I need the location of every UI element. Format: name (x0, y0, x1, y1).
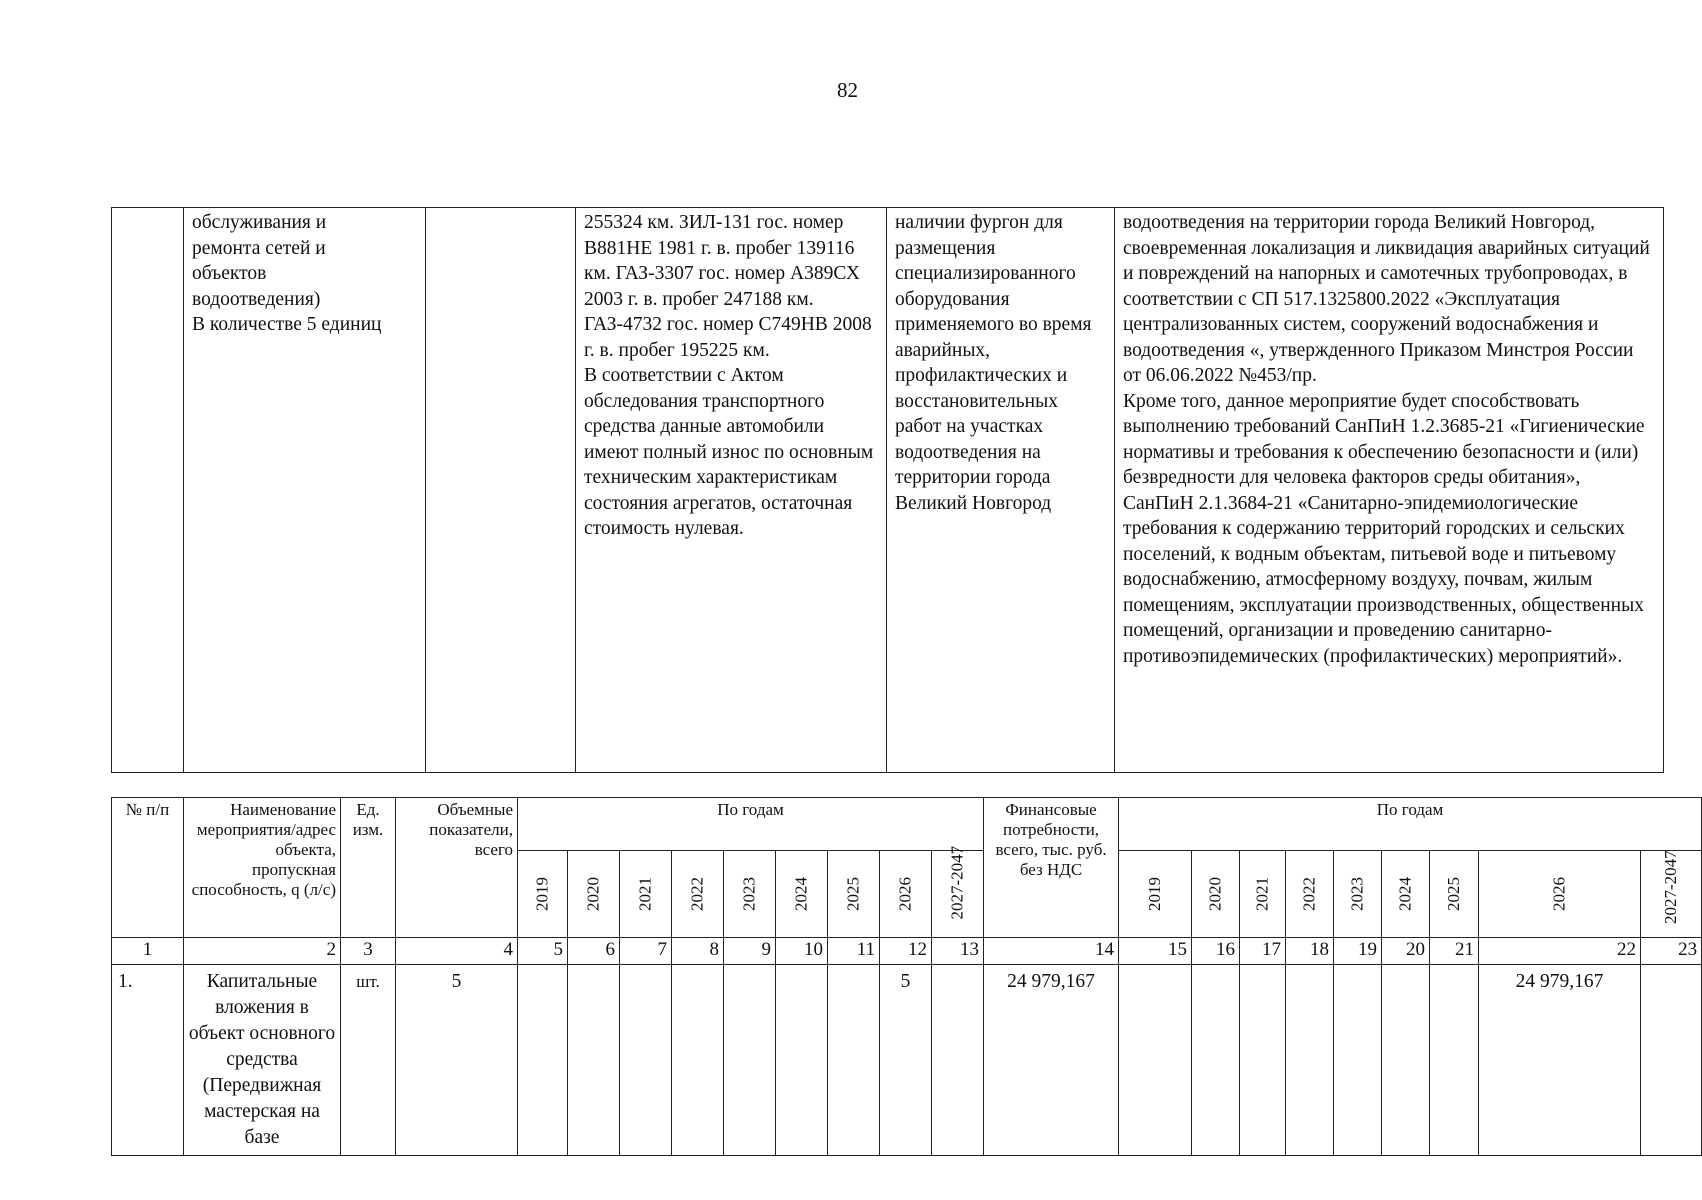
col-index: 10 (776, 938, 828, 965)
col-index: 7 (620, 938, 672, 965)
row-num: 1. (112, 965, 184, 1156)
continuation-table (111, 207, 1664, 773)
col-index: 8 (672, 938, 724, 965)
row-finance-2026: 24 979,167 (1479, 965, 1641, 1156)
year-1-2024: 2024 (776, 851, 828, 938)
col-index: 5 (518, 938, 568, 965)
row-cell (620, 965, 672, 1156)
row-cell (568, 965, 620, 1156)
col-index: 6 (568, 938, 620, 965)
col-index: 16 (1192, 938, 1240, 965)
col-index: 23 (1641, 938, 1702, 965)
row-cell (1641, 965, 1702, 1156)
t1-cell-name: обслуживания и ремонта сетей и объектов водоотведения) В количестве 5 единиц (184, 208, 426, 773)
header-volume: Объемные показатели, всего (396, 798, 518, 938)
row-cell (1119, 965, 1192, 1156)
row-volume-2026: 5 (880, 965, 932, 1156)
page-number: 82 (837, 78, 858, 102)
year-1-2025: 2025 (828, 851, 880, 938)
year-2-2025: 2025 (1430, 851, 1479, 938)
table-row (112, 965, 1702, 1156)
row-cell (1382, 965, 1430, 1156)
row-cell (1334, 965, 1382, 1156)
col-index: 18 (1286, 938, 1334, 965)
year-1-2026: 2026 (880, 851, 932, 938)
row-cell (724, 965, 776, 1156)
row-volume: 5 (396, 965, 518, 1156)
col-index: 19 (1334, 938, 1382, 965)
year-1-2019: 2019 (518, 851, 568, 938)
year-2-2022: 2022 (1286, 851, 1334, 938)
col-index: 11 (828, 938, 880, 965)
year-2-2027-2047: 2027-2047 (1641, 851, 1702, 938)
financing-table (111, 797, 1702, 1156)
col-index: 21 (1430, 938, 1479, 965)
col-index: 17 (1240, 938, 1286, 965)
year-1-2027-2047: 2027-2047 (932, 851, 984, 938)
row-name: Капитальные вложения в объект основного средства (Передвижная мастерская на базе (184, 965, 341, 1156)
col-index: 20 (1382, 938, 1430, 965)
header-unit: Ед. изм. (341, 798, 396, 938)
table-row (112, 208, 1664, 773)
col-index: 14 (984, 938, 1119, 965)
year-2-2024: 2024 (1382, 851, 1430, 938)
year-2-2020: 2020 (1192, 851, 1240, 938)
row-cell (1430, 965, 1479, 1156)
header-name: Наименование мероприятия/адрес объекта, пропускная способность, q (л/с) (184, 798, 341, 938)
row-cell (776, 965, 828, 1156)
row-finance-total: 24 979,167 (984, 965, 1119, 1156)
row-unit: шт. (341, 965, 396, 1156)
year-1-2023: 2023 (724, 851, 776, 938)
year-1-2022: 2022 (672, 851, 724, 938)
col-index: 4 (396, 938, 518, 965)
t1-cell-current-state: 255324 км. ЗИЛ-131 гос. номер В881НЕ 1981 г. в. пробег 139116 км. ГАЗ-3307 гос. номер А389СХ 2003 г. в. пробег 247188 км. ГАЗ-4732 гос. номер С749НВ 2008 г. в. пробег 195225 км. В соответствии с Актом обследования транспортного средства данные автомобили имеют полный износ по основным техническим характеристикам состояния агрегатов, остаточная стоимость нулевая. (576, 208, 887, 773)
col-index: 22 (1479, 938, 1641, 965)
col-index: 2 (184, 938, 341, 965)
year-1-2021: 2021 (620, 851, 672, 938)
t1-cell-num (112, 208, 184, 773)
col-index: 13 (932, 938, 984, 965)
t1-cell-empty (426, 208, 576, 773)
row-cell (518, 965, 568, 1156)
header-by-years-1: По годам (518, 798, 984, 851)
col-index: 9 (724, 938, 776, 965)
row-cell (1240, 965, 1286, 1156)
row-cell (1286, 965, 1334, 1156)
year-2-2026: 2026 (1479, 851, 1641, 938)
col-index: 12 (880, 938, 932, 965)
year-2-2023: 2023 (1334, 851, 1382, 938)
t1-cell-purpose: наличии фургон для размещения специализированного оборудования применяемого во время аварийных, профилактических и восстановительных работ на участках водоотведения на территории города Великий Новгород (887, 208, 1115, 773)
header-num: № п/п (112, 798, 184, 938)
row-cell (932, 965, 984, 1156)
row-cell (828, 965, 880, 1156)
column-index-row (112, 938, 1702, 965)
col-index: 15 (1119, 938, 1192, 965)
header-by-years-2: По годам (1119, 798, 1702, 851)
t1-cell-justification: водоотведения на территории города Великий Новгород, своевременная локализация и ликвидация аварийных ситуаций и повреждений на напорных и самотечных трубопроводах, в соответствии с СП 517.1325800.2022 «Эксплуатация централизованных систем, сооружений водоснабжения и водоотведения «, утвержденного Приказом Минстроя России от 06.06.2022 №453/пр. Кроме того, данное мероприятие будет способствовать выполнению требований СанПиН 1.2.3685-21 «Гигиенические нормативы и требования к обеспечению безопасности и (или) безвредности для человека факторов среды обитания», СанПиН 2.1.3684-21 «Санитарно-эпидемиологические требования к содержанию территорий городских и сельских поселений, к водным объектам, питьевой воде и питьевому водоснабжению, атмосферному воздуху, почвам, жилым помещениям, эксплуатации производственных, общественных помещений, организации и проведению санитарно-противоэпидемических (профилактических) мероприятий». (1115, 208, 1664, 773)
year-2-2019: 2019 (1119, 851, 1192, 938)
row-cell (672, 965, 724, 1156)
year-2-2021: 2021 (1240, 851, 1286, 938)
year-1-2020: 2020 (568, 851, 620, 938)
col-index: 3 (341, 938, 396, 965)
header-row (112, 798, 1702, 851)
header-finance: Финансовые потребности, всего, тыс. руб. без НДС (984, 798, 1119, 938)
col-index: 1 (112, 938, 184, 965)
row-cell (1192, 965, 1240, 1156)
